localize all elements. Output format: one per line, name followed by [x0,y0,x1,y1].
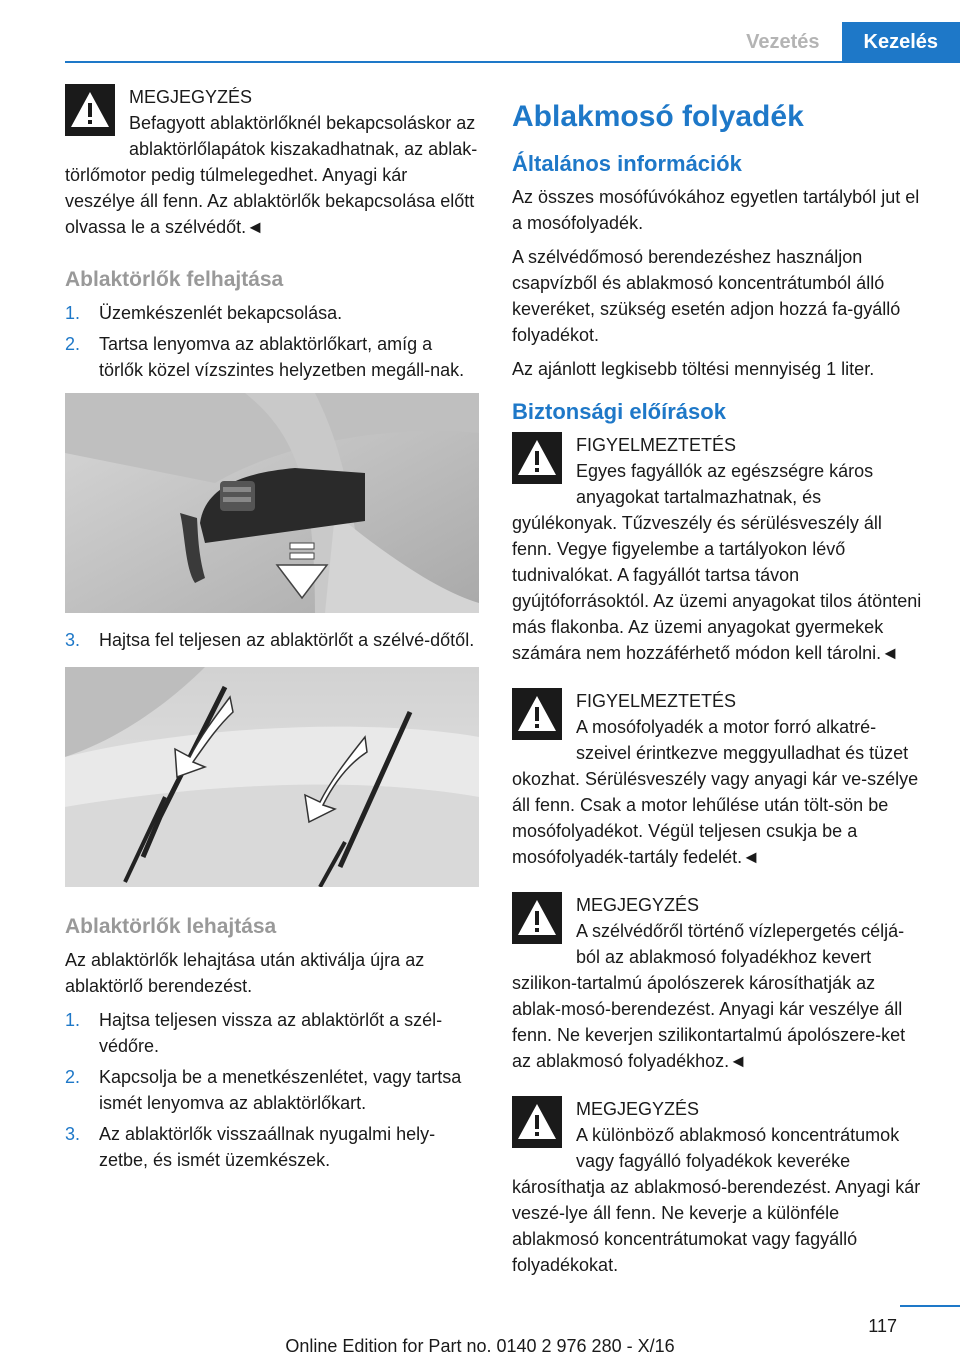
step-text: Kapcsolja be a menetkészenlétet, vagy tartsa ismét lenyomva az ablaktörlőkart. [99,1067,462,1113]
step-text: Hajtsa fel teljesen az ablaktörlőt a szélvé-dőtől. [99,630,475,650]
warning-text: A mosófolyadék a motor forró alkatré-szeivel érintkezve meggyulladhat és tüzet okozhat. Sérülésveszély vagy anyagi kár ve-szélye áll fenn. Csak a motor lehűlése után tölt-sön be mosófolyadékot. Végül teljesen csukja be a mosófolyadék-tartály fedelét.◄ [512,717,919,867]
warning-block [512,432,926,666]
tab-vezetes[interactable]: Vezetés [724,22,841,62]
step-number: 3. [65,630,81,650]
warning-icon [512,892,562,944]
note-text: A különböző ablakmosó koncentrátumok vagy fagyálló folyadékok keveréke károsíthatja az ablakmosó-berendezést. Anyagi kár veszé-lye áll fenn. Ne keverje a különféle ablakmosó koncentrátumokat vagy fagyálló folyadékokat. [512,1125,921,1275]
section-title-fold-up: Ablaktörlők felhajtása [65,268,284,291]
steps-fold-up [65,300,479,383]
note-block [512,1096,926,1278]
wiper-lever-illustration [65,393,479,613]
page-title: Ablakmosó folyadék [512,100,804,133]
section-title-safety: Biztonsági előírások [512,399,726,424]
step-text: Az ablaktörlők visszaállnak nyugalmi hely-zetbe, és ismét üzemkészek. [99,1124,436,1170]
paragraph: Az ajánlott legkisebb töltési mennyiség 1 liter. [512,359,875,379]
wiper-arms-illustration [65,667,479,887]
right-column [512,84,926,1300]
warning-text: Egyes fagyállók az egészségre káros anyagokat tartalmazhatnak, és gyúlékonyak. Tűzveszély és sérülésveszély áll fenn. Vegye figyelembe a tartályokon lévő tudnivalókat. A fagyállót tartsa távon gyújtóforrásoktól. Az üzemi anyagokat tilos átönteni más flakonba. Az üzemi anyagokat gyermekek számára nem hozzáférhető módon kell tárolni.◄ [512,461,922,663]
header-rule [65,61,960,63]
section-title-fold-down: Ablaktörlők lehajtása [65,915,277,938]
list-item [65,1121,479,1173]
paragraph: A szélvédőmosó berendezéshez használjon csapvízből és ablakmosó koncentrátumból álló keveréket, szükség esetén adjon hozzá fa-gyálló folyadékot. [512,247,901,345]
step-number: 2. [65,1067,81,1087]
left-column [65,84,479,1183]
warning-icon [65,84,115,136]
list-item [65,300,479,326]
step-text: Tartsa lenyomva az ablaktörlőkart, amíg a törlők közel vízszintes helyzetben megáll-nak. [99,334,465,380]
paragraph: Az összes mosófúvókához egyetlen tartályból jut el a mosófolyadék. [512,187,920,233]
step-number: 1. [65,303,81,323]
warning-heading: FIGYELMEZTETÉS [576,435,737,455]
note-heading: MEGJEGYZÉS [576,895,700,915]
footer-rule [900,1305,960,1307]
list-item [65,331,479,383]
step-text: Hajtsa teljesen vissza az ablaktörlőt a szél-védőre. [99,1010,443,1056]
warning-icon [512,688,562,740]
header-tabs [724,22,960,62]
section-intro: Az ablaktörlők lehajtása után aktiválja újra az ablaktörlő berendezést. [65,950,425,996]
warning-icon [512,1096,562,1148]
note-heading: MEGJEGYZÉS [129,87,253,107]
list-item [65,1064,479,1116]
note-heading: MEGJEGYZÉS [576,1099,700,1119]
footer-edition-text: Online Edition for Part no. 0140 2 976 280 - X/16 [285,1336,675,1356]
step-number: 2. [65,334,81,354]
list-item [65,1007,479,1059]
list-item [65,627,479,653]
step-text: Üzemkészenlét bekapcsolása. [99,303,343,323]
warning-block [512,688,926,870]
tab-kezeles[interactable]: Kezelés [842,22,960,62]
note-block [65,84,479,240]
note-text: Befagyott ablaktörlőknél bekapcsoláskor az ablaktörlőlapátok kiszakadhatnak, az ablak-törlőmotor pedig túlmelegedhet. Anyagi kár veszélye áll fenn. Az ablaktörlők bekapcsolása előtt olvassa le a szélvédőt.◄ [65,113,478,237]
step-number: 3. [65,1124,81,1144]
note-block [512,892,926,1074]
page-number: 117 [868,1316,897,1336]
note-text: A szélvédőről történő vízlepergetés céljá-ból az ablakmosó folyadékhoz kevert szilikon-tartalmú ápolószerek károsíthatják az ablak-mosó-berendezést. Anyagi kár veszélye áll fenn. Ne keverjen szilikontartalmú ápolószere-ket az ablakmosó folyadékhoz.◄ [512,921,906,1071]
warning-icon [512,432,562,484]
section-title-general: Általános információk [512,151,742,176]
step-number: 1. [65,1010,81,1030]
warning-heading: FIGYELMEZTETÉS [576,691,737,711]
steps-fold-down [65,1007,479,1173]
steps-fold-up-cont [65,627,479,653]
